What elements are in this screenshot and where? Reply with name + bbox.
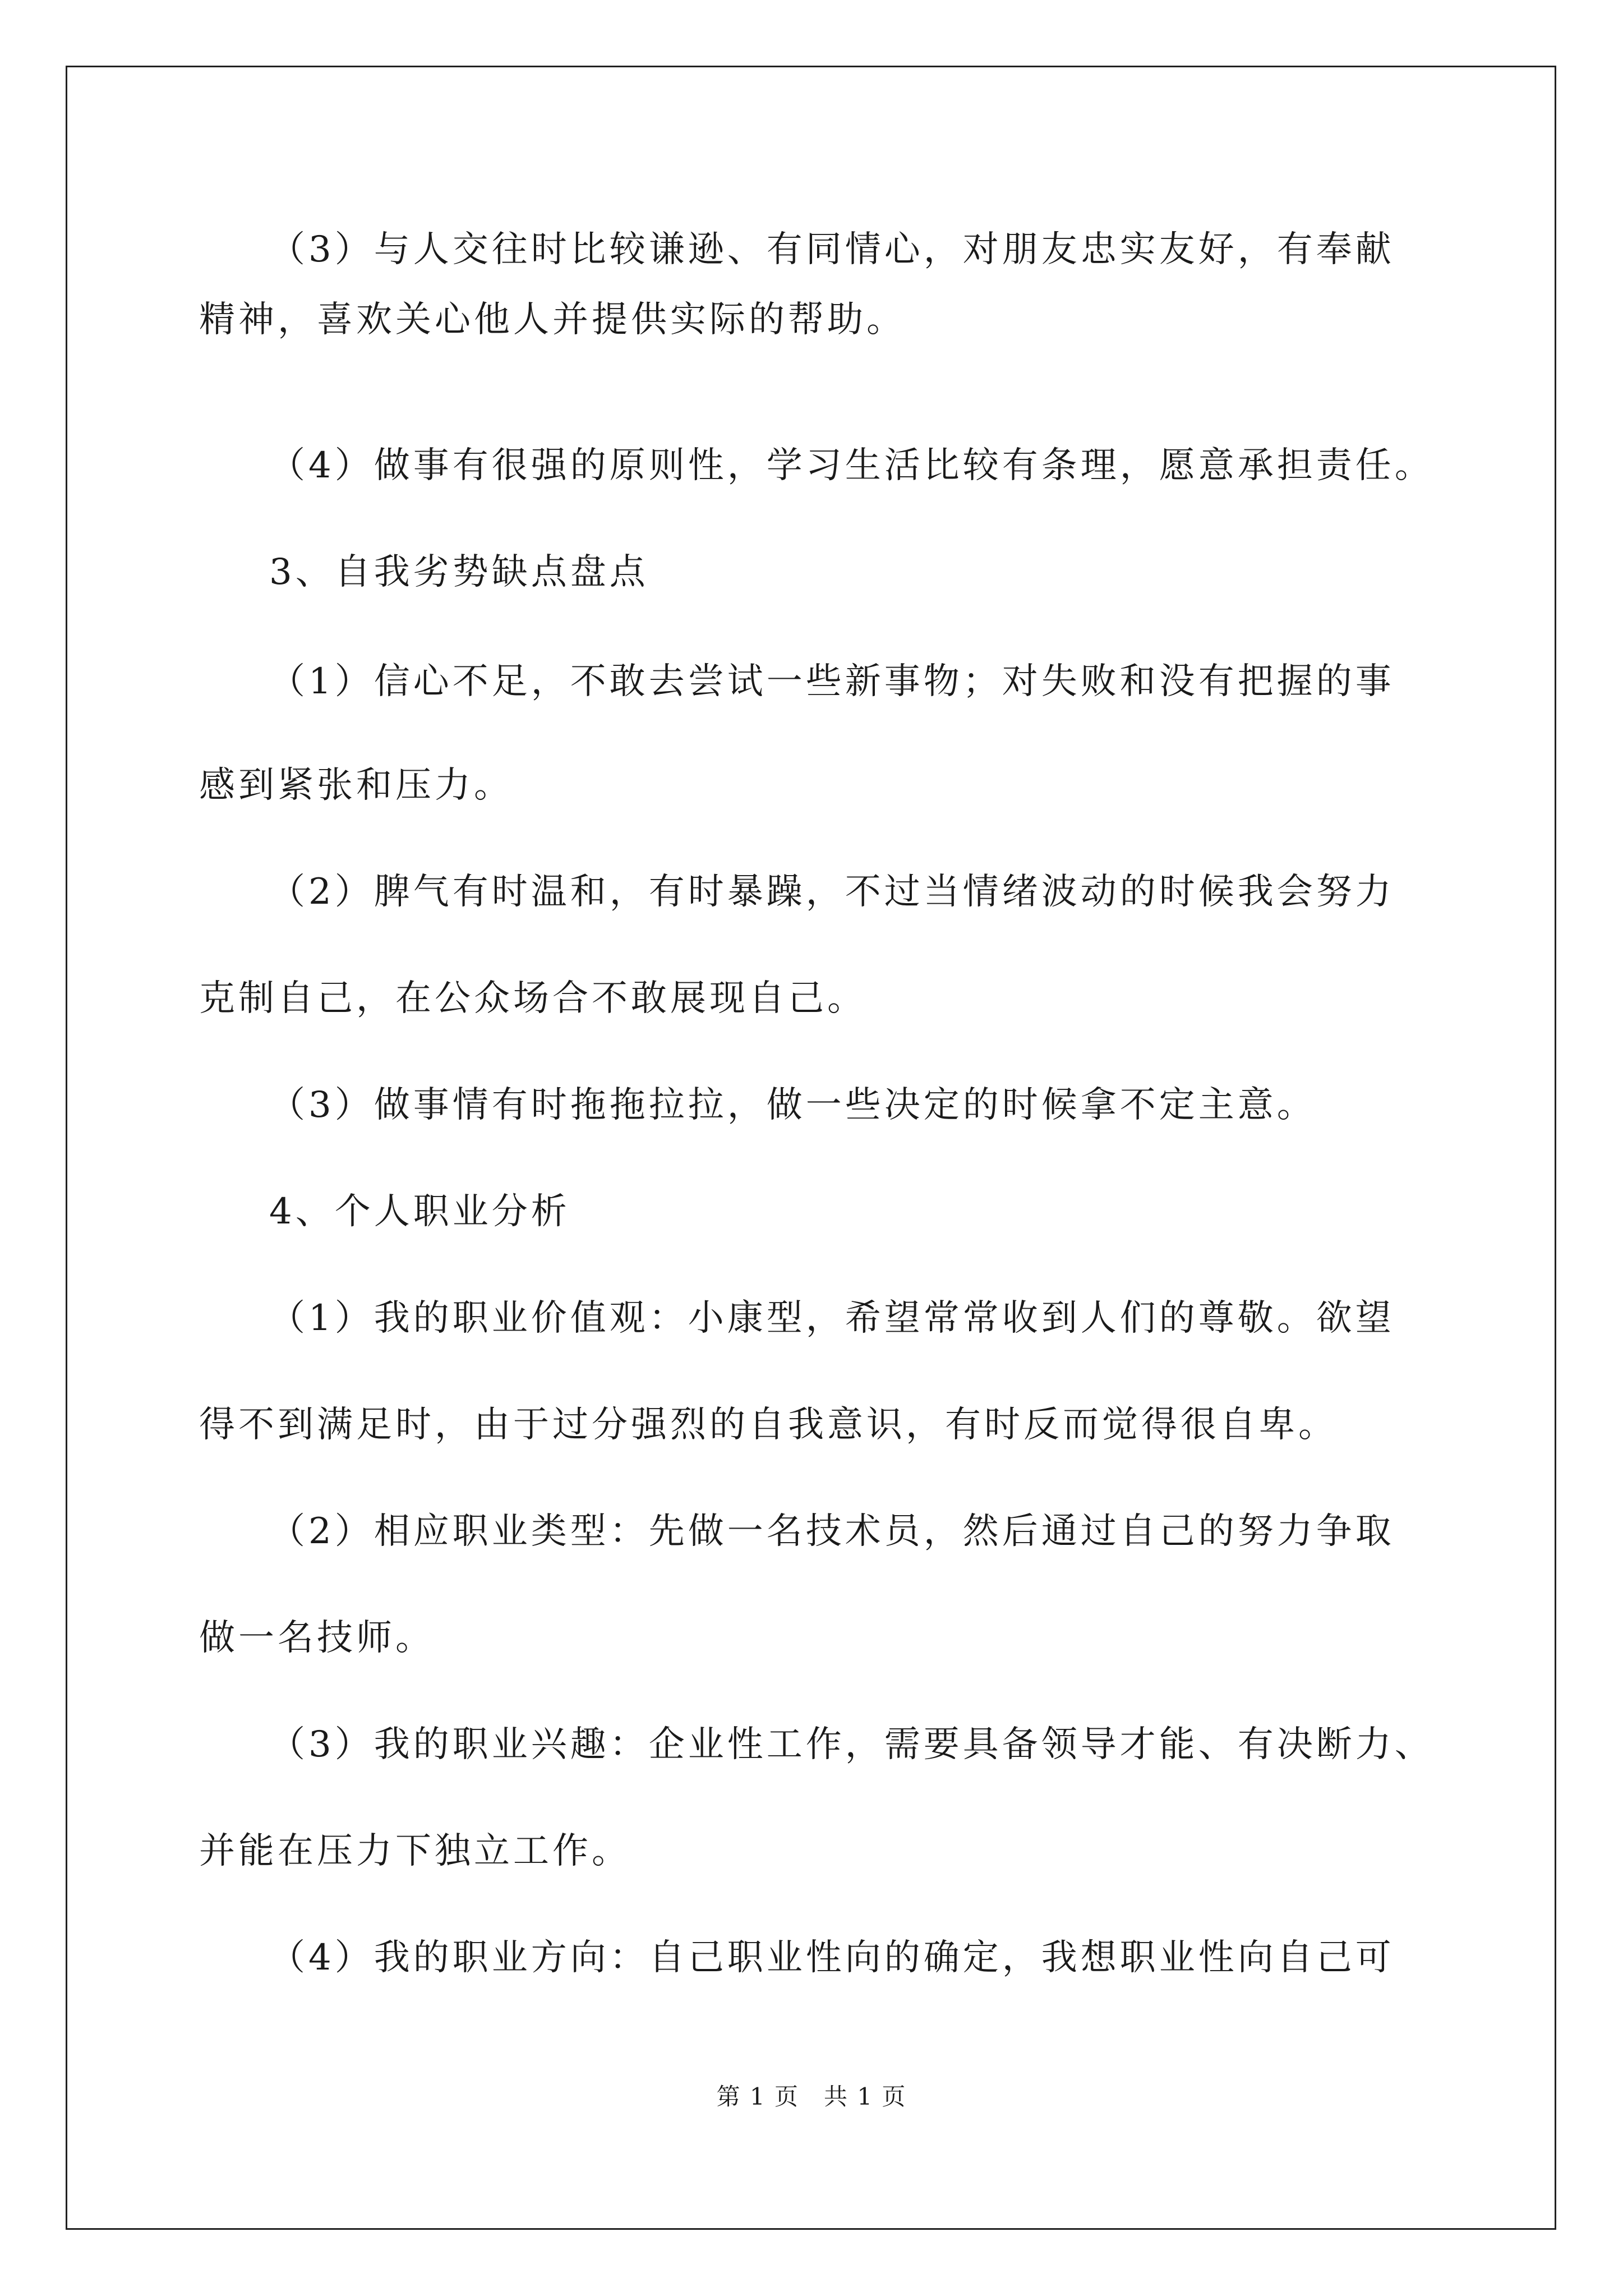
paragraph-line: （4）我的职业方向：自己职业性向的确定，我想职业性向自己可 [269,1937,1395,1978]
paragraph-line: （2）相应职业类型：先做一名技术员，然后通过自己的努力争取 [269,1511,1395,1552]
page-border [66,66,1556,2230]
section-heading: 3、自我劣势缺点盘点 [269,551,649,593]
paragraph-line: （1）我的职业价值观：小康型，希望常常收到人们的尊敬。欲望 [269,1297,1395,1339]
paragraph-line: （3）做事情有时拖拖拉拉，做一些决定的时候拿不定主意。 [269,1084,1316,1126]
paragraph-line: 感到紧张和压力。 [199,765,513,806]
section-heading: 4、个人职业分析 [269,1191,570,1232]
paragraph-line: （2）脾气有时温和，有时暴躁，不过当情绪波动的时候我会努力 [269,871,1395,913]
paragraph-line: 精神，喜欢关心他人并提供实际的帮助。 [199,299,906,341]
paragraph-line: 克制自己，在公众场合不敢展现自己。 [199,978,866,1019]
paragraph-line: 得不到满足时，由于过分强烈的自我意识，有时反而觉得很自卑。 [199,1404,1338,1446]
paragraph-line: （1）信心不足，不敢去尝试一些新事物；对失败和没有把握的事 [269,661,1395,702]
paragraph-line: （3）我的职业兴趣：企业性工作，需要具备领导才能、有决断力、 [269,1724,1434,1765]
paragraph-line: （3）与人交往时比较谦逊、有同情心，对朋友忠实友好，有奉献 [269,229,1395,270]
paragraph-line: （4）做事有很强的原则性，学习生活比较有条理，愿意承担责任。 [269,445,1434,486]
paragraph-line: 并能在压力下独立工作。 [199,1830,631,1872]
paragraph-line: 做一名技师。 [199,1617,435,1659]
page-footer: 第 1 页 共 1 页 [716,2083,907,2110]
